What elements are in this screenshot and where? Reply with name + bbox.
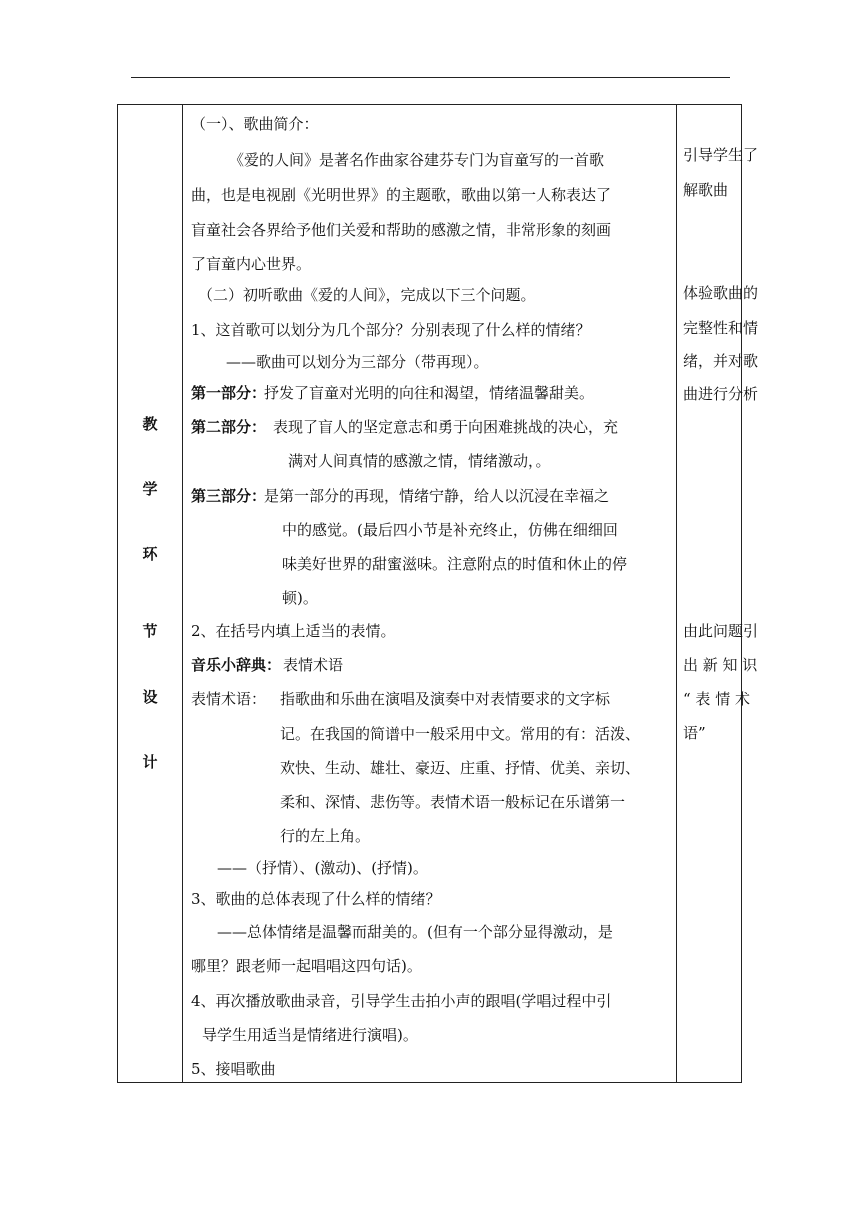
notes-column [676, 105, 759, 1082]
part3-label: 第三部分： [191, 487, 267, 505]
note-line: 曲进行分析 [683, 385, 759, 403]
heading-first-listen: （二）初听歌曲《爱的人间》，完成以下三个问题。 [198, 286, 536, 304]
part1-text: 抒发了盲童对光明的向往和渴望，情绪温馨甜美。 [264, 384, 595, 402]
heading-song-intro: （一）、歌曲简介： [191, 115, 319, 133]
note-line: 完整性和情 [683, 319, 759, 337]
question-5: 5、接唱歌曲 [191, 1060, 276, 1078]
part2-label: 第二部分： [191, 418, 267, 436]
part3-line: 中的感觉。(最后四小节是补充终止，仿佛在细细回 [282, 521, 618, 539]
answer-3-line: ——总体情绪是温馨而甜美的。(但有一个部分显得激动，是 [217, 923, 613, 941]
note-line: 出 新 知 识 [683, 656, 758, 674]
note-line: 引导学生了 [683, 146, 759, 164]
lesson-table [117, 104, 759, 1083]
section-label-char: 计 [142, 753, 158, 771]
section-label-char: 学 [142, 480, 158, 498]
section-label-char: 环 [142, 545, 158, 563]
column-divider-1 [182, 105, 183, 1082]
intro-line: 曲，也是电视剧《光明世界》的主题歌，歌曲以第一人称表达了 [191, 186, 612, 204]
section-label-char: 教 [142, 415, 158, 433]
term-label: 表情术语： [191, 690, 267, 708]
part1-label: 第一部分： [191, 384, 267, 402]
part3-line: 味美好世界的甜蜜滋味。注意附点的时值和休止的停 [282, 555, 628, 573]
question-1: 1、这首歌可以划分为几个部分？分别表现了什么样的情绪？ [191, 321, 591, 339]
answer-3-line: 哪里？跟老师一起唱唱这四句话)。 [191, 957, 422, 975]
part3-line: 是第一部分的再现，情绪宁静，给人以沉浸在幸福之 [264, 487, 610, 505]
intro-line: 盲童社会各界给予他们关爱和帮助的感激之情，非常形象的刻画 [191, 221, 612, 239]
part3-line: 顿)。 [282, 589, 318, 607]
question-4-line: 导学生用适当是情绪进行演唱)。 [202, 1026, 418, 1044]
part2-line: 表现了盲人的坚定意志和勇于向困难挑战的决心，充 [273, 418, 619, 436]
intro-line: 《爱的人间》是著名作曲家谷建芬专门为盲童写的一首歌 [229, 151, 605, 169]
note-line: 体验歌曲的 [683, 284, 759, 302]
question-2: 2、在括号内填上适当的表情。 [191, 622, 396, 640]
section-label-char: 设 [142, 688, 158, 706]
section-label-char: 节 [142, 622, 158, 640]
intro-line: 了盲童内心世界。 [191, 255, 312, 273]
answer-2: ——（抒情）、(激动)、(抒情)。 [217, 859, 428, 877]
note-line: “ 表 情 术 [683, 690, 750, 708]
term-line: 柔和、深情、悲伤等。表情术语一般标记在乐谱第一 [280, 793, 626, 811]
question-3: 3、歌曲的总体表现了什么样的情绪？ [191, 890, 441, 908]
note-line: 由此问题引 [683, 622, 759, 640]
dictionary-label: 音乐小辞典： [191, 656, 282, 674]
note-line: 解歌曲 [683, 181, 729, 199]
question-4-line: 4、再次播放歌曲录音，引导学生击拍小声的跟唱(学唱过程中引 [191, 992, 612, 1010]
term-line: 欢快、生动、雄壮、豪迈、庄重、抒情、优美、亲切、 [280, 759, 641, 777]
dictionary-text: 表情术语 [283, 656, 344, 674]
term-line: 记。在我国的简谱中一般采用中文。常用的有：活泼、 [280, 725, 641, 743]
term-line: 指歌曲和乐曲在演唱及演奏中对表情要求的文字标 [280, 690, 611, 708]
part2-line: 满对人间真情的感激之情，情绪激动，。 [288, 452, 551, 470]
answer-1: ——歌曲可以划分为三部分（带再现）。 [226, 353, 489, 371]
note-line: 绪，并对歌 [683, 352, 759, 370]
term-line: 行的左上角。 [280, 827, 371, 845]
note-line: 语” [683, 724, 706, 742]
header-rule [131, 77, 730, 78]
